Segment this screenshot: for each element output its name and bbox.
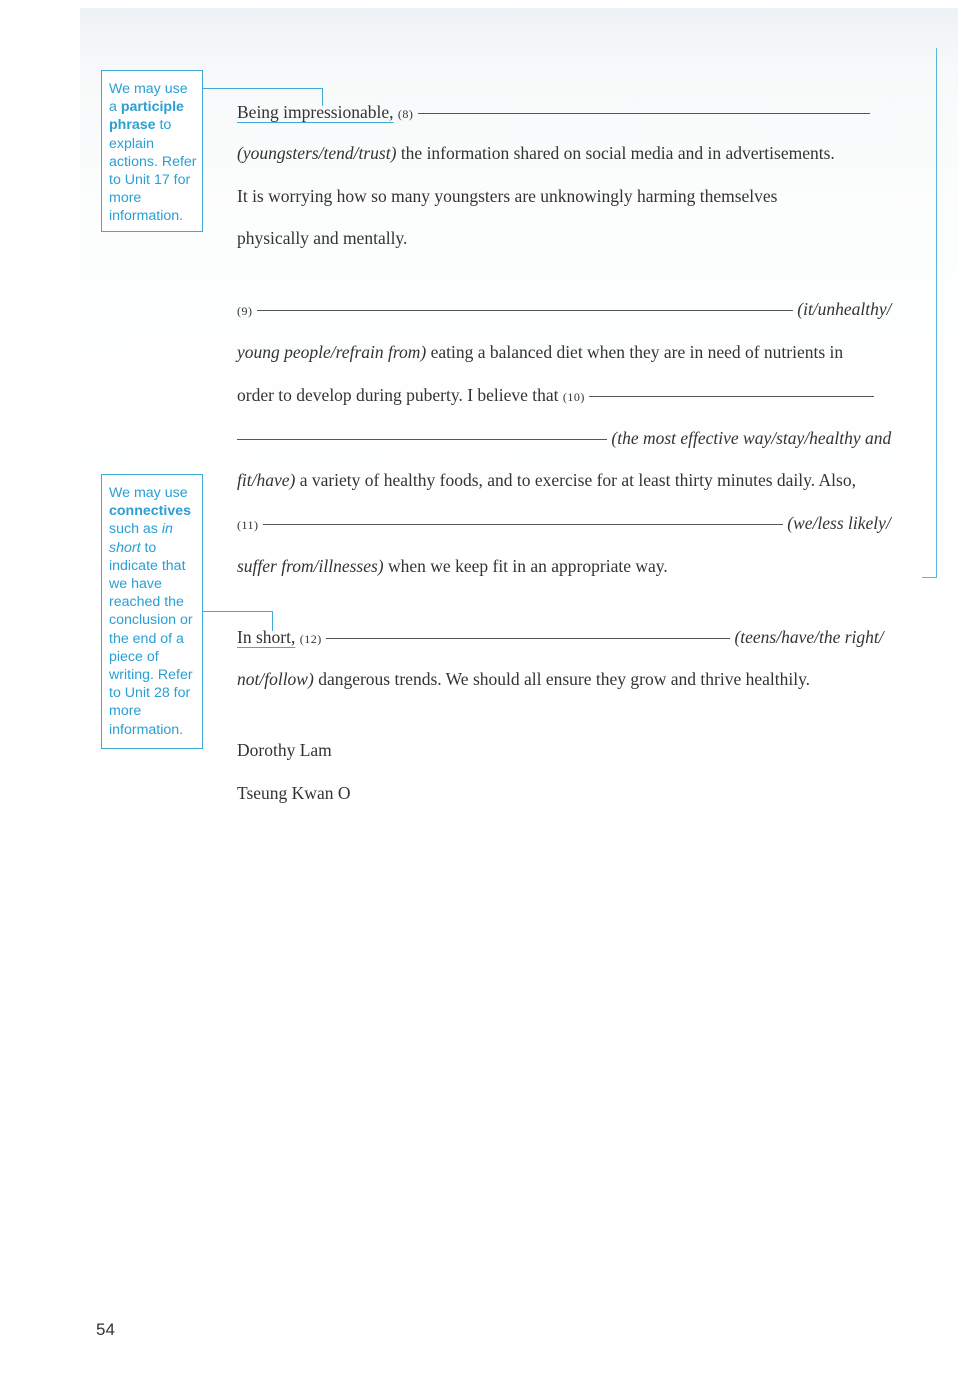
tip-text: such as [109,521,162,538]
body-text: when we keep fit in an appropriate way. [383,556,668,576]
prompt-words: young people/refrain from) [237,342,427,362]
body-text: order to develop during puberty. I believe that [237,385,563,405]
line-blank-11 [237,512,891,536]
answer-blank-11[interactable] [263,523,783,525]
body-text: a variety of healthy foods, and to exercise for at least thirty minutes daily. Also, [295,470,856,490]
participle-phrase: Being impressionable, [237,102,394,122]
line [237,668,810,690]
body-text: dangerous trends. We should all ensure they grow and thrive healthily. [313,669,811,689]
tip-keyword: connectives [109,503,192,520]
prompt-words: (teens/have/the right/ [734,627,884,647]
line [237,469,856,491]
prompt-words: not/follow) [237,669,314,689]
line [237,142,835,164]
line [237,341,843,363]
line-blank-8 [237,101,870,125]
tip-text: We may use [109,485,188,501]
prompt-words: (the most effective way/stay/healthy and [611,428,892,448]
body-text: It is worrying how so many youngsters are unknowingly harming themselves [237,186,778,206]
signature-name: Dorothy Lam [237,740,332,760]
answer-blank-10[interactable] [589,395,874,397]
question-number: (12) [299,632,322,646]
margin-rule-end [922,577,937,578]
question-number: (11) [237,518,259,532]
prompt-words: fit/have) [237,470,296,490]
question-number: (10) [562,390,585,404]
margin-rule [936,48,937,578]
answer-blank-10-cont[interactable] [237,438,607,440]
tip-example: in short [109,521,173,556]
prompt-words: (it/unhealthy/ [797,299,892,319]
callout-connector [203,611,273,612]
page-sheet [80,8,958,1374]
body-text: physically and mentally. [237,228,408,248]
question-number: (8) [397,107,414,121]
line-blank-12 [237,626,884,650]
tip-text: We may use a [109,81,188,116]
connective-phrase: In short, [237,627,296,647]
question-number: (9) [237,304,253,318]
body-text: eating a balanced diet when they are in need of nutrients in [426,342,844,362]
line [237,555,668,577]
signature-place: Tseung Kwan O [237,783,351,803]
body-text: the information shared on social media and in advertisements. [396,143,835,163]
line [237,227,407,249]
callout-connector [203,88,323,89]
tip-box-connectives [101,474,203,749]
prompt-words: suffer from/illnesses) [237,556,384,576]
line [237,185,777,207]
tip-text: to explain actions. Refer to Unit 17 for more information. [109,117,197,225]
prompt-words: (youngsters/tend/trust) [237,143,397,163]
tip-text: to indicate that we have reached the conclusion or the end of a piece of writing. Refer to Unit 28 for more information. [109,539,193,738]
answer-blank-12[interactable] [326,637,730,639]
line-blank-9 [237,298,892,322]
page-number: 54 [96,1320,115,1339]
prompt-words: (we/less likely/ [787,513,891,533]
answer-blank-8[interactable] [418,112,870,114]
tip-keyword: participle phrase [109,99,184,134]
line-blank-10 [237,384,874,408]
line [237,427,891,449]
tip-box-participle [101,70,203,232]
answer-blank-9[interactable] [257,309,793,311]
